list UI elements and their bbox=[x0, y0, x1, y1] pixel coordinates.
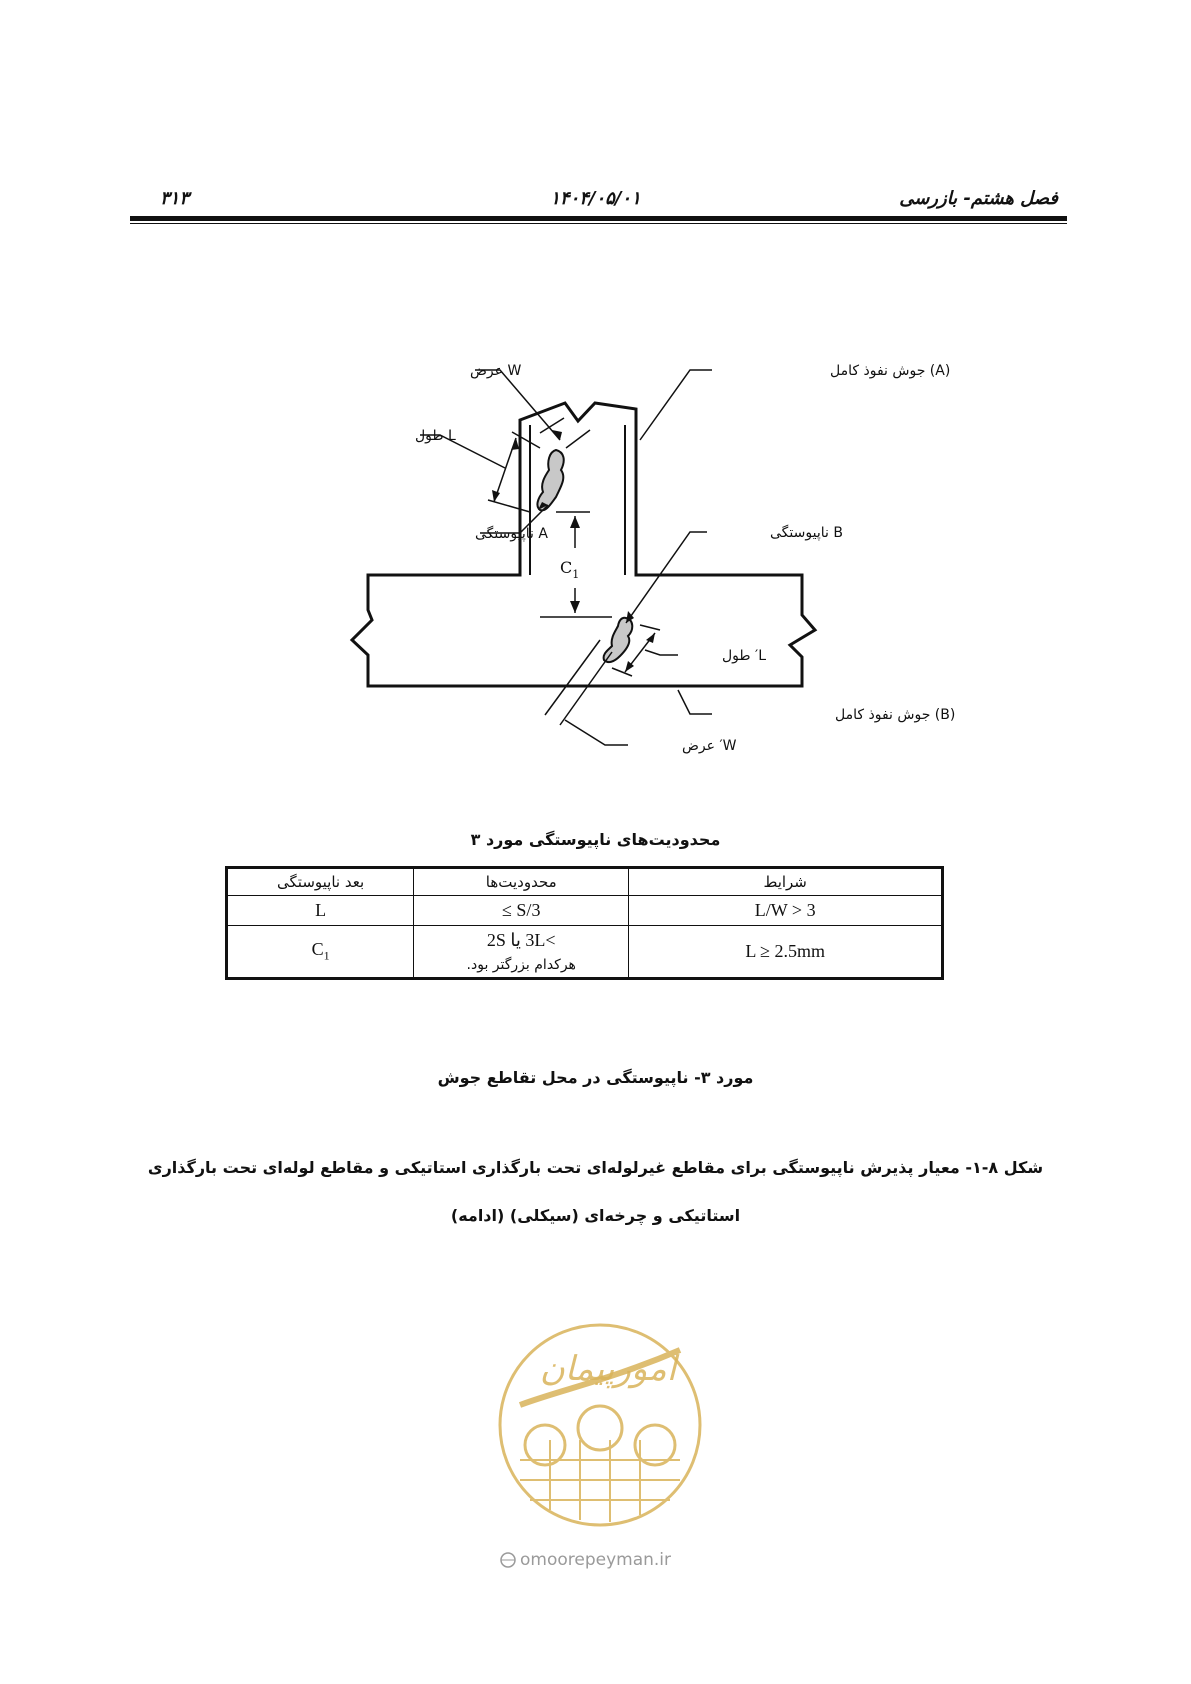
watermark-grid bbox=[520, 1440, 680, 1522]
row2-limit bbox=[414, 926, 629, 979]
l-arrowhead-bottom bbox=[492, 490, 500, 502]
header-limits: محدودیت‌ها bbox=[414, 868, 629, 896]
page-number: ۳۱۳ bbox=[160, 188, 190, 209]
row1-limit: ≤ S/3 bbox=[414, 896, 629, 926]
lprime-arrowhead-top bbox=[646, 633, 655, 643]
label-weld-b: (B) جوش نفوذ کامل bbox=[835, 707, 956, 723]
lprime-leader bbox=[645, 650, 678, 655]
watermark-logo bbox=[490, 1310, 710, 1580]
table-header-row bbox=[227, 868, 943, 896]
watermark-logo-text: امورپیمان bbox=[539, 1349, 677, 1389]
label-width-w: W عرض bbox=[470, 363, 522, 379]
weld-intersection-figure bbox=[0, 0, 1191, 800]
wprime-extension-a bbox=[545, 640, 600, 715]
header-date: ۱۴۰۴/۰۵/۰۱ bbox=[550, 188, 641, 209]
watermark-url: omoorepeyman.ir bbox=[520, 1550, 672, 1570]
figure-caption-line2: استاتیکی و چرخه‌ای (سیکلی) (ادامه) bbox=[450, 1206, 741, 1225]
label-weld-a: (A) جوش نفوذ کامل bbox=[830, 363, 951, 379]
table-title: محدودیت‌های ناپیوستگی مورد ۳ bbox=[470, 830, 721, 849]
label-width-w-prime: W′ عرض bbox=[682, 738, 737, 754]
label-length-l-prime: L′ طول bbox=[722, 648, 766, 664]
label-length-l: L طول bbox=[415, 428, 456, 444]
c1-arrowhead-top bbox=[570, 516, 580, 528]
weld-a-leader bbox=[640, 370, 712, 440]
row2-dimension: $C_1$ bbox=[227, 926, 414, 979]
label-discontinuity-b: B ناپیوستگی bbox=[770, 525, 843, 541]
w-arrowhead bbox=[552, 430, 562, 440]
figure-caption-line1: شکل ۸-۱- معیار پذیرش ناپیوستگی برای مقاطع غیرلوله‌ای تحت بارگذاری استاتیکی و مقاطع لوله‌ای تحت بارگذاری bbox=[147, 1158, 1044, 1177]
lprime-extension-top bbox=[640, 625, 660, 630]
chapter-title: فصل هشتم- بازرسی bbox=[899, 188, 1058, 209]
header-conditions: شرایط bbox=[629, 868, 943, 896]
row1-dimension: L bbox=[227, 896, 414, 926]
discontinuity-b-leader bbox=[626, 532, 707, 623]
w-leader bbox=[475, 370, 560, 440]
wprime-leader bbox=[565, 720, 628, 745]
discontinuity-a-shape bbox=[537, 450, 563, 510]
discontinuity-b-shape bbox=[604, 618, 633, 662]
header-dimension: بعد ناپیوستگی bbox=[227, 868, 414, 896]
table-row bbox=[227, 896, 943, 926]
row2-condition: L ≥ 2.5mm bbox=[629, 926, 943, 979]
table-row bbox=[227, 926, 943, 979]
row2-limit-line1: >3L یا 2S bbox=[486, 930, 556, 950]
w-extension-b bbox=[566, 430, 590, 448]
row1-condition: L/W > 3 bbox=[629, 896, 943, 926]
c1-arrowhead-bottom bbox=[570, 601, 580, 613]
wprime-extension-b bbox=[560, 652, 612, 725]
discontinuity-limits-table bbox=[225, 866, 944, 980]
label-c1: $C_1$ bbox=[560, 558, 580, 581]
row2-limit-line2: هرکدام بزرگتر بود. bbox=[466, 957, 576, 973]
watermark-gear-center bbox=[578, 1406, 622, 1450]
t-joint-outline bbox=[352, 403, 815, 686]
weld-b-leader bbox=[678, 690, 712, 714]
label-discontinuity-a: A ناپیوستگی bbox=[475, 526, 548, 542]
case-caption: مورد ۳- ناپیوستگی در محل تقاطع جوش bbox=[437, 1068, 754, 1087]
